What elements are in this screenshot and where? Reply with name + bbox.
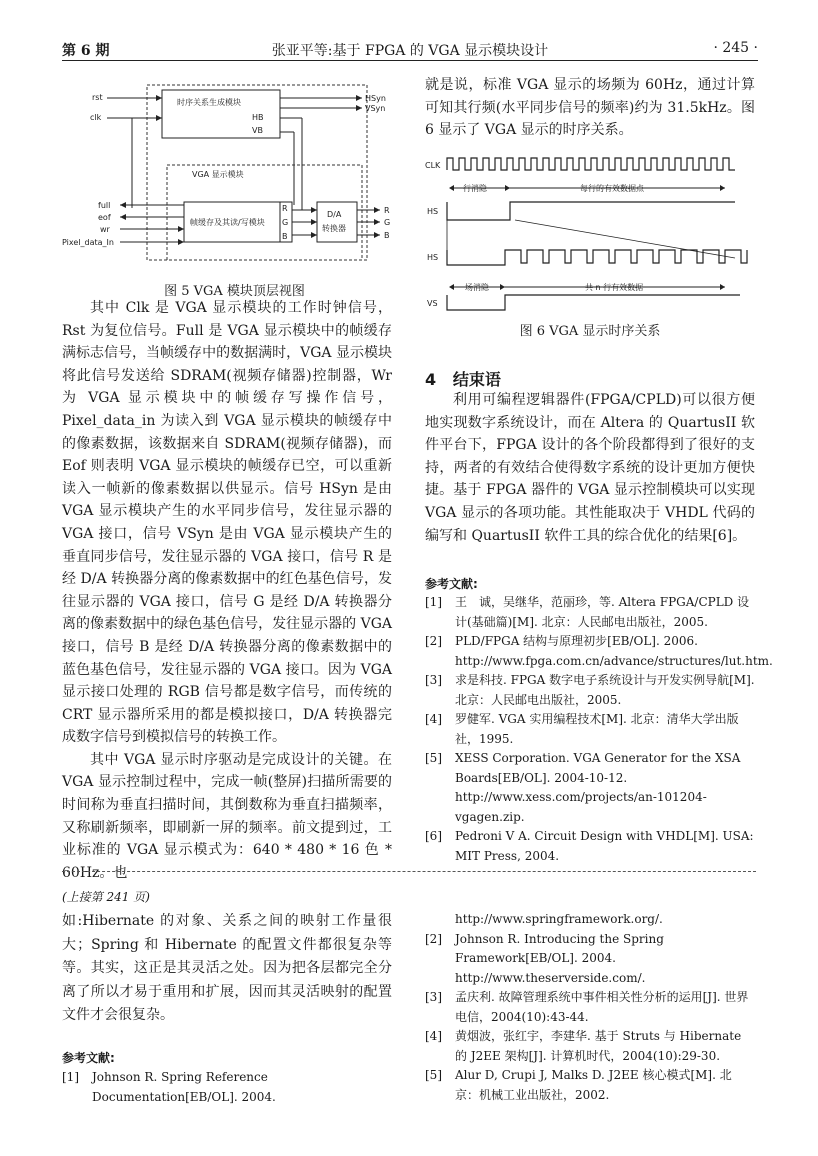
reference-item [425,1027,755,1066]
line-blank-label: 行消隐 [463,184,487,193]
reference-number: [3] [425,990,442,1004]
reference-item [425,593,755,632]
reference-text: Johnson R. Introducing the Spring Framework[EB/OL]. 2004. http://www.theserverside.com/. [455,931,664,985]
section-heading [425,367,501,390]
rst-label: rst [92,93,103,102]
reference-text: 罗健军. VGA 实用编程技术[M]. 北京：清华大学出版社，1995. [455,712,739,746]
bottom-left-references [62,1068,392,1107]
g-out: G [384,218,391,227]
reference-text: 王 诚，吴继华，范丽珍，等. Altera FPGA/CPLD 设计(基础篇)[M]. 北京：人民邮电出版社，2005. [455,595,750,629]
paragraph: 就是说，标准 VGA 显示的场频为 60Hz，通过计算可知其行频(水平同步信号的频率)约为 31.5kHz。图 6 显示了 VGA 显示的时序关系。 [425,77,755,139]
vga-block-label: VGA 显示模块 [192,170,244,179]
figure-6-caption: 图 6 VGA 显示时序关系 [519,324,661,339]
framebuffer-block-label: 帧缓存及其读/写模块 [190,218,265,227]
reference-text: 孟庆利. 故障管理系统中事件相关性分析的运用[J]. 世界电信，2004(10):43-44. [455,990,749,1024]
full-label: full [98,201,111,210]
vb-label: VB [252,126,263,135]
reference-number: [1] [425,595,442,609]
reference-number: [2] [425,634,442,648]
bottom-left-body [62,910,392,1028]
reference-item [425,632,773,671]
field-blank-label: 场消隐 [465,283,489,292]
da-label-2: 转换器 [322,224,346,233]
paragraph: 利用可编程逻辑器件(FPGA/CPLD)可以很方便地实现数字系统设计，而在 Altera 的 QuartusII 软件平台下，FPGA 设计的各个阶段都得到了很好的支持，两者的有效结合使得数字系统的设计更加方便快捷。基于 FPGA 器件的 VGA 显示控制模块可以实现 VGA 显示的各项功能。其性能取决于 VHDL 代码的编写和 QuartusII 软件工具的综合优化的结果[6]。 [425,392,755,544]
paragraph: 如:Hibernate 的对象、关系之间的映射工作量很大；Spring 和 Hibernate 的配置文件都很复杂等等。其实，这正是其灵活之处。因为把各层都完全分离了所以才易于重用和扩展，因而其灵活映射的配置文件才会很复杂。 [62,913,392,1023]
r-out: R [384,206,390,215]
left-column-body [62,297,392,884]
paragraph: 其中 VGA 显示时序驱动是完成设计的关键。在 VGA 显示控制过程中，完成一帧(整屏)扫描所需要的时间称为垂直扫描时间，其倒数称为垂直扫描频率，又称刷新频率，即刷新一屏的频率。前文提到过，工业标准的 VGA 显示模式为：640 * 480 * 16 色 * 60Hz。也 [62,751,392,881]
bottom-references-title: 参考文献: [62,1051,115,1065]
reference-item [425,1066,755,1105]
reference-text: 黄烟波，张红宇，李建华. 基于 Struts 与 Hibernate 的 J2EE 架构[J]. 计算机时代，2004(10):29-30. [455,1029,742,1063]
reference-item [425,930,755,989]
b-out: B [384,231,390,240]
reference-text: PLD/FPGA 结构与原理初步[EB/OL]. 2006. http://www.fpga.com.cn/advance/structures/lut.htm. [455,634,773,668]
figure-6-timing-diagram [425,150,755,315]
reference-number: [4] [425,712,442,726]
r-internal: R [282,204,288,213]
reference-number: [3] [425,673,442,687]
reference-list [425,593,773,866]
timing-block-label: 时序关系生成模块 [177,98,241,107]
reference-number: [5] [425,751,442,765]
reference-number: [2] [425,931,442,946]
running-title: 张亚平等:基于 FPGA 的 VGA 显示模块设计 [271,43,549,59]
reference-item [425,749,755,827]
vs-label: VS [427,299,438,308]
b-internal: B [282,232,288,241]
reference-text: http://www.springframework.org/. [455,912,663,926]
reference-item [425,671,755,710]
reference-text: 求是科技. FPGA 数字电子系统设计与开发实例导航[M]. 北京：人民邮电出版社，2005. [455,673,755,707]
issue-number: 第 6 期 [62,43,110,59]
page-number: · 245 · [713,40,758,56]
reference-item [62,1068,392,1107]
section-separator [62,871,756,872]
hs-label-1: HS [427,207,439,216]
reference-number: [5] [425,1068,442,1082]
vsyn-label: VSyn [365,104,386,113]
figure-5-caption: 图 5 VGA 模块顶层视图 [164,284,305,299]
section-title: 结束语 [452,370,501,389]
wr-label: wr [100,225,110,234]
figure-5-diagram [62,80,407,275]
reference-item [425,910,755,930]
running-header [62,38,758,62]
reference-item [425,710,755,749]
hsyn-label: HSyn [365,94,386,103]
da-label-1: D/A [327,210,342,219]
clk-label: clk [90,113,102,122]
reference-text: Alur D, Crupi J, Malks D. J2EE 核心模式[M]. 北京：机械工业出版社，2002. [455,1068,732,1102]
line-pixels-label: 每行的有效数据点 [580,184,644,193]
section-number: 4 [425,370,437,389]
reference-item [425,827,755,866]
reference-number: [1] [62,1070,79,1084]
pixel-data-label: Pixel_data_In [62,238,114,247]
reference-item [425,988,755,1027]
reference-number: [6] [425,829,442,843]
reference-text: Pedroni V A. Circuit Design with VHDL[M]. USA: MIT Press, 2004. [455,829,754,863]
field-lines-label: 共 n 行有效数据 [585,283,644,292]
reference-number: [4] [425,1029,442,1043]
g-internal: G [282,218,289,227]
clk-signal-label: CLK [425,161,441,170]
hs-label-2: HS [427,253,439,262]
eof-label: eof [98,213,111,222]
hb-label: HB [252,113,264,122]
conclusion-body [425,389,755,547]
paragraph: 其中 Clk 是 VGA 显示模块的工作时钟信号，Rst 为复位信号。Full 是 VGA 显示模块中的帧缓存满标志信号，当帧缓存中的数据满时，VGA 显示模块将此信号发送给 SDRAM(视频存储器)控制器，Wr 为 VGA 显示模块中的帧缓存写操作信号，Pixel_data_in 为读入到 VGA 显示模块的帧缓存中的像素数据，该数据来自 SDRAM(视频存储器)，而 Eof 则表明 VGA 显示模块的帧缓存已空，可以重新读入一帧新的像素数据以供显示。信号 HSyn 是由 VGA 显示模块产生的水平同步信号，发往显示器的 VGA 接口，信号 VSyn 是由 VGA 显示模块产生的垂直同步信号，发往显示器的 VGA 接口，信号 R 是经 D/A 转换器分离的像素数据中的红色基色信号，发往显示器的 VGA 接口，信号 G 是经 D/A 转换器分离的像素数据中的绿色基色信号，发往显示器的 VGA 接口，信号 B 是经 D/A 转换器分离的像素数据中的蓝色基色信号，发往显示器的 VGA 接口。因为 VGA 显示接口处理的 RGB 信号都是数字信号，而传统的 CRT 显示器所采用的都是模拟接口，D/A 转换器完成数字信号到模拟信号的转换工作。 [62,300,392,746]
references-title: 参考文献: [425,577,478,591]
header-rule [62,60,758,61]
reference-number [425,910,455,930]
reference-text: XESS Corporation. VGA Generator for the XSA Boards[EB/OL]. 2004-10-12. http://www.xess.com/projects/an-101204-vgagen.zip. [455,751,741,824]
bottom-right-references [425,910,755,1105]
right-column-intro [425,74,755,142]
continued-note: (上接第 241 页) [62,890,150,904]
reference-text: Johnson R. Spring Reference Documentation[EB/OL]. 2004. [92,1070,276,1104]
